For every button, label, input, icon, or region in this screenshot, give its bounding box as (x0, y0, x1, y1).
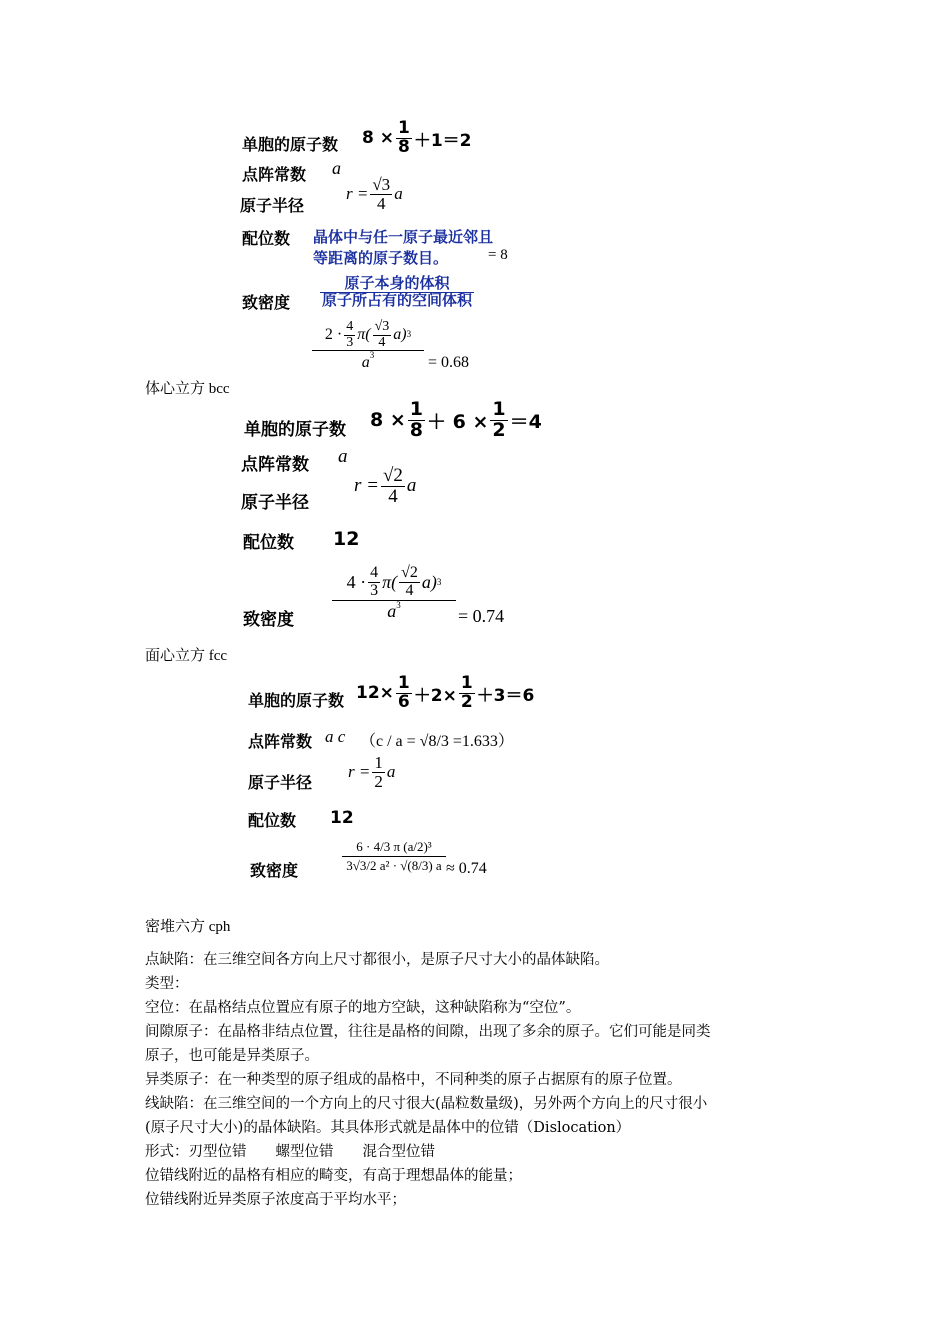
bcc-radius-label: 原子半径 (240, 196, 305, 215)
bcc-coord-label: 配位数 (242, 229, 291, 248)
paragraph-types: 类型： (145, 976, 189, 992)
defects-text (145, 948, 825, 1212)
paragraph-interstitial-2: 原子，也可能是异类原子。 (145, 1048, 319, 1064)
fcc-caption: 面心立方 fcc (145, 648, 228, 664)
cph-lattice-value: a c (325, 727, 346, 746)
bcc-atoms-label: 单胞的原子数 (242, 135, 339, 154)
fcc-lattice-value: a (338, 446, 348, 467)
paragraph-point-defect: 点缺陷：在三维空间各方向上尺寸都很小，是原子尺寸大小的晶体缺陷。 (145, 952, 609, 968)
paragraph-vacancy: 空位：在晶格结点位置应有原子的地方空缺，这种缺陷称为“空位”。 (145, 1000, 581, 1016)
fcc-coord-label: 配位数 (243, 533, 294, 553)
cph-density-label: 致密度 (250, 861, 299, 880)
fcc-radius-formula: r = $\frac{√2}{4}$ a (354, 465, 417, 507)
bcc-radius-formula: r = $\frac{√3}{4}$ a (346, 175, 403, 213)
bcc-lattice-label: 点阵常数 (242, 165, 307, 184)
paragraph-line-defect-1: 线缺陷：在三维空间的一个方向上的尺寸很大(晶粒数量级)，另外两个方向上的尺寸很小 (145, 1096, 708, 1112)
cph-atoms-formula: 12× $\frac{1}{6}$ ＋2× $\frac{1}{2}$ ＋3＝6 (356, 673, 535, 712)
paragraph-distortion: 位错线附近的晶格有相应的畸变，有高于理想晶体的能量； (145, 1168, 522, 1184)
paragraph-concentration: 位错线附近异类原子浓度高于平均水平； (145, 1192, 406, 1208)
bcc-density-label: 致密度 (242, 293, 291, 312)
bcc-coord-def-line1: 晶体中与任一原子最近邻且 (313, 228, 494, 246)
fcc-lattice-label: 点阵常数 (241, 455, 309, 475)
fcc-density-formula: 4 · $\frac{4}{3}$ π( $\frac{√2}{4}$ a) 3 $a^3$ (332, 565, 456, 620)
cph-lattice-ratio: （c / a = √8/3 =1.633） (360, 733, 514, 750)
bcc-lattice-value: a (332, 158, 341, 178)
cph-caption: 密堆六方 cph (145, 919, 231, 935)
fcc-atoms-formula: 8 × $\frac{1}{8}$ ＋ 6 × $\frac{1}{2}$ ＝4 (370, 398, 542, 441)
paragraph-forms: 形式：刃型位错 螺型位错 混合型位错 (145, 1144, 435, 1160)
fcc-coord-value: 12 (333, 528, 360, 550)
fcc-atoms-label: 单胞的原子数 (244, 420, 346, 440)
cph-coord-label: 配位数 (248, 811, 297, 830)
bcc-caption: 体心立方 bcc (145, 381, 230, 397)
cph-density-result: ≈ 0.74 (446, 860, 487, 877)
fcc-radius-label: 原子半径 (241, 493, 309, 513)
fcc-density-result: = 0.74 (458, 606, 505, 626)
cph-atoms-label: 单胞的原子数 (248, 691, 345, 710)
paragraph-interstitial-1: 间隙原子：在晶格非结点位置，往往是晶格的间隙，出现了多余的原子。它们可能是同类 (145, 1024, 711, 1040)
fcc-density-label: 致密度 (243, 610, 294, 630)
cph-lattice-label: 点阵常数 (248, 732, 313, 751)
paragraph-line-defect-2: (原子尺寸大小)的晶体缺陷。其具体形式就是晶体中的位错（Dislocation） (145, 1120, 631, 1136)
bcc-coord-def-line2: 等距离的原子数目。 (313, 249, 449, 267)
bcc-density-formula: 2 · $\frac{4}{3}$ π( $\frac{√3}{4}$ a) 3 $a^3$ (312, 320, 424, 372)
cph-density-formula: 6 · 4/3 π (a/2)³ 3√3/2 a² · √(8/3) a (342, 838, 446, 874)
bcc-atoms-formula: 8 × $\frac{1}{8}$ ＋1＝2 (362, 118, 472, 157)
cph-coord-value: 12 (330, 808, 354, 828)
bcc-coord-value: = 8 (488, 247, 508, 263)
bcc-density-definition: 原子本身的体积 原子所占有的空间体积 (322, 274, 473, 309)
cph-radius-label: 原子半径 (248, 773, 313, 792)
cph-radius-formula: r = $\frac{1}{2}$ a (348, 753, 396, 791)
bcc-density-result: = 0.68 (428, 354, 470, 371)
paragraph-substitutional: 异类原子：在一种类型的原子组成的晶格中，不同种类的原子占据原有的原子位置。 (145, 1072, 682, 1088)
